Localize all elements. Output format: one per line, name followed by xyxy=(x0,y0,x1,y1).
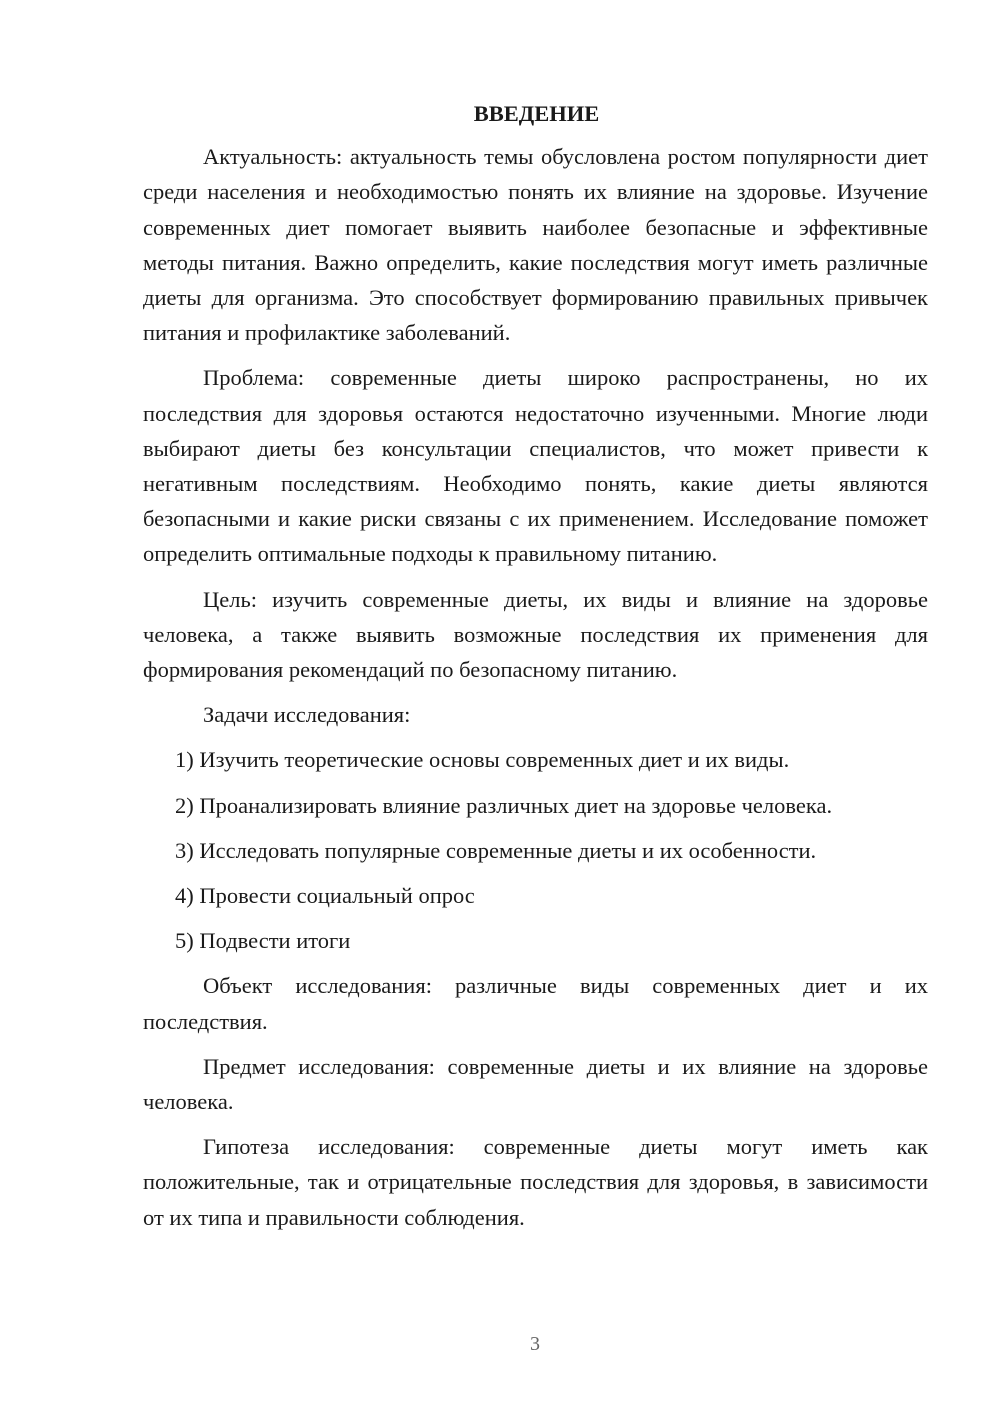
task-list xyxy=(143,742,928,958)
task-item: 3) Исследовать популярные современные диеты и их особенности. xyxy=(175,837,817,863)
task-item: 5) Подвести итоги xyxy=(175,928,351,954)
hypothesis-paragraph: Гипотеза исследования: современные диеты могут иметь как положительные, так и отрицательные последствия для здоровья, в зависимости от их типа и правильности соблюдения. xyxy=(143,1134,928,1230)
section-title: ВВЕДЕНИЕ xyxy=(473,101,600,126)
task-item: 4) Провести социальный опрос xyxy=(175,883,475,909)
page-content xyxy=(143,96,928,1245)
task-item: 1) Изучить теоретические основы современных диет и их виды. xyxy=(175,747,790,773)
page-number: 3 xyxy=(530,1333,540,1355)
problem-paragraph: Проблема: современные диеты широко распространены, но их последствия для здоровья остаются недостаточно изученными. Многие люди выбирают диеты без консультации специалистов, что может привести к негативным последствиям. Необходимо понять, какие диеты являются безопасными и какие риски связаны с их применением. Исследование поможет определить оптимальные подходы к правильному питанию. xyxy=(143,365,928,567)
goal-paragraph: Цель: изучить современные диеты, их виды и влияние на здоровье человека, а также выявить возможные последствия их применения для формирования рекомендаций по безопасному питанию. xyxy=(143,586,928,683)
subject-paragraph: Предмет исследования: современные диеты и их влияние на здоровье человека. xyxy=(143,1053,928,1115)
tasks-heading: Задачи исследования: xyxy=(203,702,411,728)
task-item: 2) Проанализировать влияние различных диет на здоровье человека. xyxy=(175,792,833,818)
relevance-paragraph: Актуальность: актуальность темы обусловлена ростом популярности диет среди населения и необходимостью понять их влияние на здоровье. Изучение современных диет помогает выявить наиболее безопасные и эффективные методы питания. Важно определить, какие последствия могут иметь различные диеты для организма. Это способствует формированию правильных привычек питания и профилактике заболеваний. xyxy=(143,144,928,346)
object-paragraph: Объект исследования: различные виды современных диет и их последствия. xyxy=(143,973,928,1034)
